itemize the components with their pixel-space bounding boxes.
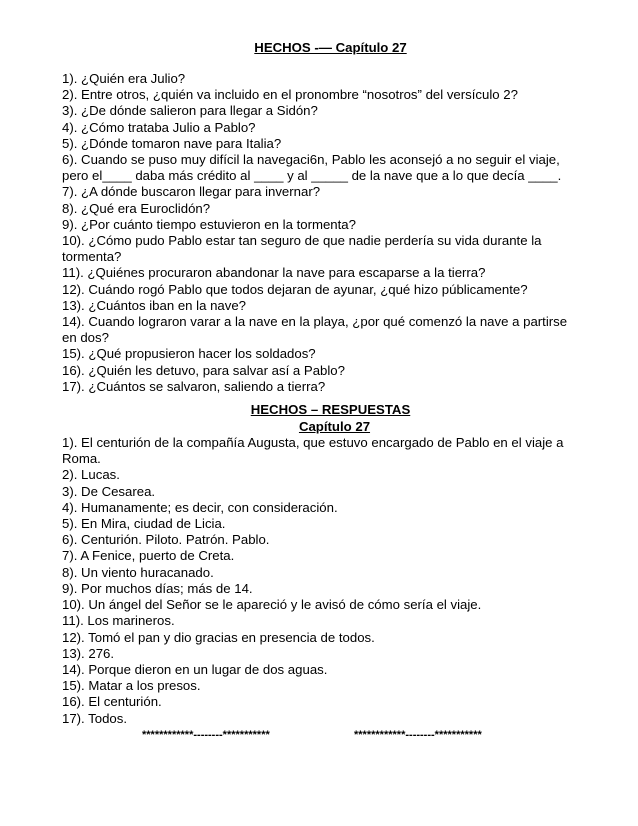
answer-line: 10). Un ángel del Señor se le apareció y le avisó de cómo sería el viaje.	[62, 597, 482, 613]
question-line: 1). ¿Quién era Julio?	[62, 71, 186, 86]
question-line: tormenta?	[62, 249, 122, 265]
question-line: 3). ¿De dónde salieron para llegar a Sidón?	[62, 103, 318, 119]
question-line: 15). ¿Qué propusieron hacer los soldados?	[62, 346, 316, 362]
answer-line: 12). Tomó el pan y dio gracias en presencia de todos.	[62, 629, 375, 645]
questions-list	[62, 71, 587, 395]
answer-line: 7). A Fenice, puerto de Creta.	[62, 548, 235, 564]
question-line: 16). ¿Quién les detuvo, para salvar así a Pablo?	[62, 362, 345, 378]
answer-line: 5). En Mira, ciudad de Licia.	[62, 516, 226, 532]
answers-title: HECHOS – RESPUESTAS	[250, 402, 411, 418]
separator-left: ************--------***********	[142, 728, 270, 741]
separator	[62, 727, 587, 743]
question-line: pero el____ daba más crédito al ____ y al _____ de la nave que a lo que decía ____.	[62, 168, 562, 184]
answer-line: 13). 276.	[62, 645, 115, 661]
answer-line: 17). Todos.	[62, 710, 128, 726]
question-line: 9). ¿Por cuánto tiempo estuvieron en la tormenta?	[62, 216, 356, 232]
question-line: 17). ¿Cuántos se salvaron, saliendo a tierra?	[62, 378, 326, 394]
page-title: HECHOS -— Capítulo 27	[254, 40, 407, 55]
question-line: 6). Cuando se puso muy difícil la navegaci6n, Pablo les aconsejó a no seguir el viaje,	[62, 152, 560, 168]
separator-right: ************--------***********	[354, 728, 482, 741]
answer-line: 8). Un viento huracanado.	[62, 564, 214, 580]
answer-line: 2). Lucas.	[62, 467, 120, 483]
answer-line: 3). De Cesarea.	[62, 483, 156, 499]
question-line: 4). ¿Cómo trataba Julio a Pablo?	[62, 119, 256, 135]
answer-line: 15). Matar a los presos.	[62, 678, 201, 694]
answers-list	[62, 435, 587, 727]
answer-line: 1). El centurión de la compañía Augusta, que estuvo encargado de Pablo en el viaje a	[62, 435, 564, 451]
answers-subtitle: Capítulo 27	[298, 419, 371, 435]
question-line: 11). ¿Quiénes procuraron abandonar la nave para escaparse a la tierra?	[62, 265, 486, 281]
answer-line: 9). Por muchos días; más de 14.	[62, 580, 253, 596]
question-line: 13). ¿Cuántos iban en la nave?	[62, 297, 247, 313]
question-line: 2). Entre otros, ¿quién va incluido en el pronombre “nosotros” del versículo 2?	[62, 87, 518, 103]
question-line: 14). Cuando lograron varar a la nave en la playa, ¿por qué comenzó la nave a partirse	[62, 314, 568, 330]
question-line: 5). ¿Dónde tomaron nave para Italia?	[62, 135, 282, 151]
answer-line: 14). Porque dieron en un lugar de dos aguas.	[62, 661, 328, 677]
question-line: 10). ¿Cómo pudo Pablo estar tan seguro de que nadie perdería su vida durante la	[62, 233, 542, 249]
question-line: en dos?	[62, 330, 109, 346]
answer-line: 6). Centurión. Piloto. Patrón. Pablo.	[62, 532, 270, 548]
question-line: 7). ¿A dónde buscaron llegar para invernar?	[62, 184, 321, 200]
answer-line: 11). Los marineros.	[62, 613, 175, 629]
answer-line: 4). Humanamente; es decir, con consideración.	[62, 499, 338, 515]
question-line: 8). ¿Qué era Euroclidón?	[62, 200, 211, 216]
question-line: 12). Cuándo rogó Pablo que todos dejaran de ayunar, ¿qué hizo públicamente?	[62, 281, 528, 297]
answer-line: Roma.	[62, 451, 101, 467]
answer-line: 16). El centurión.	[62, 694, 162, 710]
document-page	[62, 40, 587, 743]
